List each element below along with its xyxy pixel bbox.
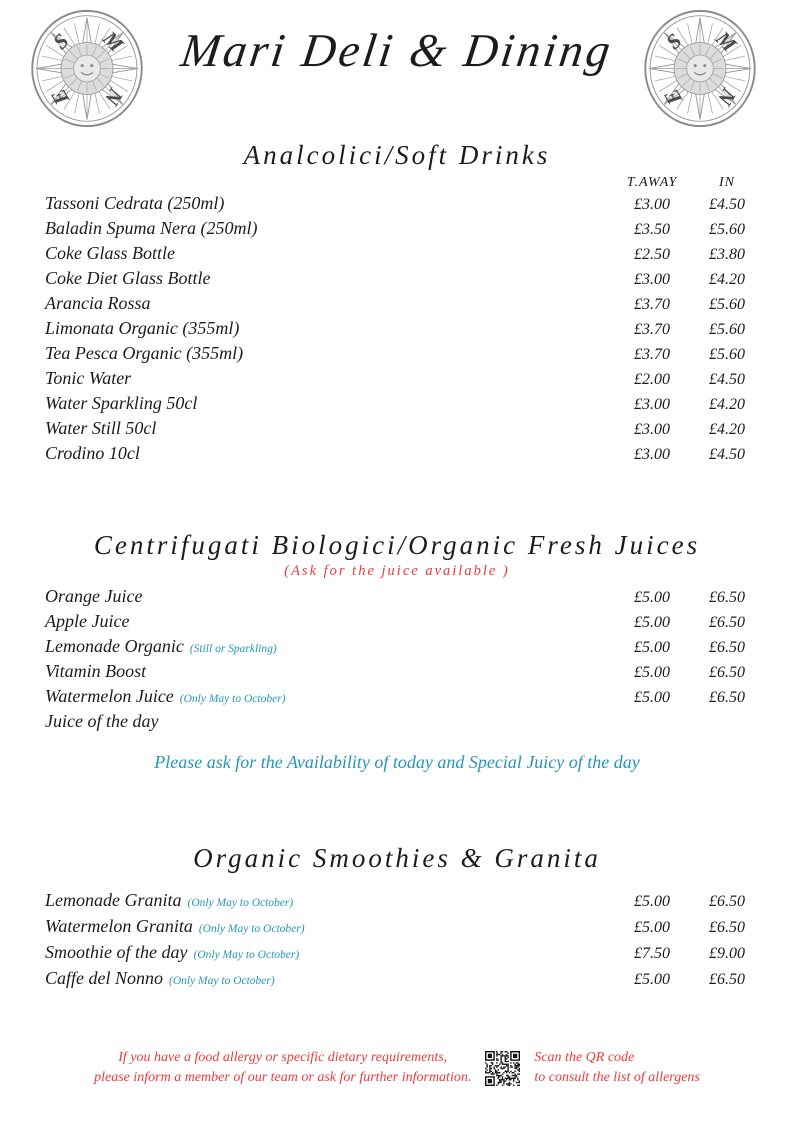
price-in: £4.20: [709, 271, 745, 288]
price-takeaway: £5.00: [634, 589, 670, 606]
price-takeaway: £3.00: [634, 271, 670, 288]
item-name: Coke Diet Glass Bottle: [45, 268, 211, 288]
price-in: £6.50: [709, 589, 745, 606]
menu-item-row: [45, 890, 760, 916]
menu-item-row: [45, 686, 760, 711]
menu-item-row: [45, 393, 760, 418]
item-name: Apple Juice: [45, 611, 130, 631]
allergy-text: [94, 1048, 471, 1088]
item-name: Smoothie of the day: [45, 942, 188, 962]
qr-code: [485, 1051, 520, 1086]
menu-item-row: [45, 586, 760, 611]
availability-note: Please ask for the Availability of today and Special Juicy of the day: [154, 752, 640, 772]
menu-item-row: [45, 243, 760, 268]
price-takeaway: £3.00: [634, 446, 670, 463]
item-name: Watermelon Granita: [45, 916, 193, 936]
price-in: £3.80: [709, 246, 745, 263]
item-name: Water Sparkling 50cl: [45, 393, 198, 413]
menu-item-row: [45, 661, 760, 686]
item-note: (Only May to October): [187, 897, 294, 909]
menu-item-row: [45, 443, 760, 468]
menu-items: [45, 890, 760, 994]
menu-item-row: [45, 218, 760, 243]
column-header-takeaway: T.AWAY: [626, 175, 678, 190]
price-takeaway: £5.00: [634, 971, 670, 988]
section-heading: Analcolici/Soft Drinks: [243, 140, 551, 170]
item-name: Watermelon Juice: [45, 686, 174, 706]
section-subheading: (Ask for the juice available ): [284, 563, 510, 579]
allergy-line-2: please inform a member of our team or ask for further information.: [94, 1070, 472, 1085]
price-takeaway: £5.00: [634, 893, 670, 910]
price-takeaway: £5.00: [634, 664, 670, 681]
menu-items: [45, 193, 760, 468]
item-name: Juice of the day: [45, 711, 159, 731]
section-heading: Organic Smoothies & Granita: [193, 843, 601, 873]
qr-caption-line-1: Scan the QR code: [534, 1050, 635, 1065]
item-name: Tea Pesca Organic (355ml): [45, 343, 244, 363]
header: [0, 0, 794, 132]
price-in: £6.50: [709, 614, 745, 631]
page-title: Mari Deli & Dining: [177, 25, 617, 77]
item-note: (Only May to October): [193, 949, 300, 961]
item-name: Tassoni Cedrata (250ml): [45, 193, 225, 213]
section-heading: Centrifugati Biologici/Organic Fresh Juices: [93, 530, 701, 560]
price-in: £6.50: [709, 893, 745, 910]
price-in: £4.20: [709, 421, 745, 438]
item-note: (Only May to October): [169, 975, 275, 987]
item-name: Vitamin Boost: [45, 661, 147, 681]
menu-item-row: [45, 293, 760, 318]
price-takeaway: £3.70: [634, 321, 670, 338]
price-takeaway: £2.00: [634, 371, 670, 388]
menu-item-row: [45, 711, 760, 736]
qr-caption: [534, 1048, 700, 1088]
menu-item-row: [45, 318, 760, 343]
price-takeaway: £7.50: [634, 945, 670, 962]
item-name: Crodino 10cl: [45, 443, 140, 463]
item-note: (Only May to October): [198, 923, 305, 935]
price-takeaway: £2.50: [634, 246, 670, 263]
item-name: Baladin Spuma Nera (250ml): [45, 218, 258, 238]
section-smoothies-granita: [0, 843, 794, 994]
menu-item-row: [45, 418, 760, 443]
menu-item-row: [45, 268, 760, 293]
item-name: Lemonade Organic: [45, 636, 184, 656]
price-takeaway: £5.00: [634, 639, 670, 656]
qr-caption-line-2: to consult the list of allergens: [534, 1070, 700, 1085]
price-in: £6.50: [709, 664, 745, 681]
price-in: £4.50: [709, 196, 745, 213]
price-takeaway: £3.70: [634, 346, 670, 363]
footer-allergy-notice: [0, 1048, 794, 1088]
compass-rose-logo-right: [642, 8, 758, 129]
menu-item-row: [45, 636, 760, 661]
item-name: Limonata Organic (355ml): [45, 318, 240, 338]
item-note: (Still or Sparkling): [189, 643, 277, 655]
price-in: £4.50: [709, 371, 745, 388]
item-note: (Only May to October): [179, 693, 286, 705]
allergy-line-1: If you have a food allergy or specific dietary requirements,: [118, 1050, 448, 1065]
menu-item-row: [45, 193, 760, 218]
price-in: £5.60: [709, 221, 745, 238]
price-in: £5.60: [709, 346, 745, 363]
item-name: Arancia Rossa: [45, 293, 151, 313]
section-fresh-juices: [0, 530, 794, 773]
menu-item-row: [45, 968, 760, 994]
price-in: £4.20: [709, 396, 745, 413]
section-soft-drinks: [0, 140, 794, 468]
item-name: Tonic Water: [45, 368, 132, 388]
price-in: £9.00: [709, 945, 745, 962]
price-takeaway: £3.00: [634, 396, 670, 413]
price-in: £5.60: [709, 321, 745, 338]
price-in: £6.50: [709, 919, 745, 936]
price-in: £4.50: [709, 446, 745, 463]
item-name: Caffe del Nonno: [45, 968, 163, 988]
menu-item-row: [45, 611, 760, 636]
price-takeaway: £5.00: [634, 614, 670, 631]
price-in: £6.50: [709, 971, 745, 988]
price-takeaway: £3.00: [634, 196, 670, 213]
price-in: £6.50: [709, 639, 745, 656]
price-takeaway: £3.70: [634, 296, 670, 313]
menu-item-row: [45, 368, 760, 393]
price-column-headers: [0, 175, 760, 191]
price-takeaway: £5.00: [634, 919, 670, 936]
item-name: Orange Juice: [45, 586, 143, 606]
item-name: Lemonade Granita: [45, 890, 182, 910]
column-header-in: IN: [719, 175, 735, 190]
menu-item-row: [45, 942, 760, 968]
price-takeaway: £5.00: [634, 689, 670, 706]
menu-item-row: [45, 343, 760, 368]
price-in: £5.60: [709, 296, 745, 313]
item-name: Water Still 50cl: [45, 418, 157, 438]
menu-items: [45, 586, 760, 736]
price-takeaway: £3.00: [634, 421, 670, 438]
item-name: Coke Glass Bottle: [45, 243, 175, 263]
menu-item-row: [45, 916, 760, 942]
price-in: £6.50: [709, 689, 745, 706]
price-takeaway: £3.50: [634, 221, 670, 238]
